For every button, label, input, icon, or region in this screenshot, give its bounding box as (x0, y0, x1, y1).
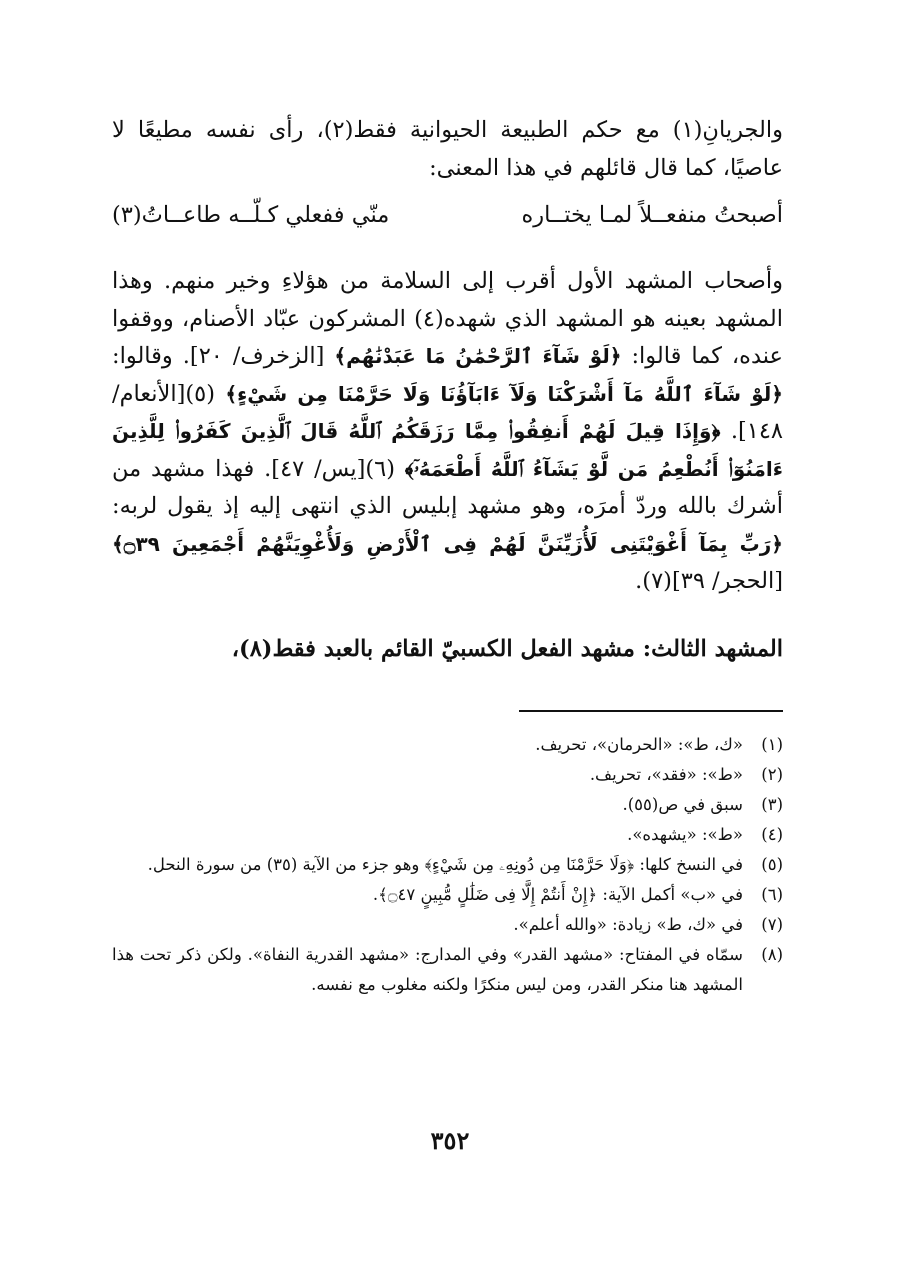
footnote-item (112, 850, 783, 880)
page (112, 112, 783, 1271)
verse-first-hemistich: أصبحتُ منفعــلاً لمـا يختــاره (521, 202, 783, 228)
footnote-number: (١) (761, 735, 783, 754)
footnote-text: في «ب» أكمل الآية: ﴿إِنْ أَنتُمْ إِلَّا فِى ضَلَٰلٍ مُّبِينٍ ۝٤٧﴾. (372, 885, 743, 904)
quran-quote-2: ﴿لَوْ شَآءَ ٱللَّهُ مَآ أَشْرَكْنَا وَلَآ ءَابَآؤُنَا وَلَا حَرَّمْنَا مِن شَيْءٍ﴾ (225, 381, 783, 406)
paragraph-2-sentence-2: وهذا المشهد بعينه هو المشهد الذي شهده(٤) المشركون عبّاد الأصنام، ووقفوا عنده، كما قالوا: (112, 268, 783, 369)
footnote-item (112, 910, 783, 940)
footnote-number: (٢) (761, 765, 783, 784)
footnote-text: في النسخ كلها: ﴿وَلَا حَرَّمْنَا مِن دُونِهِۦ مِن شَيْءٍ﴾ وهو جزء من الآية (٣٥) من سورة النحل. (147, 855, 743, 874)
quran-ref-1: [الزخرف/ ٢٠]. (182, 343, 325, 369)
section-heading: المشهد الثالث: مشهد الفعل الكسبيّ القائم بالعبد فقط(٨)، (231, 635, 783, 662)
footnote-number: (٤) (761, 825, 783, 844)
quran-quote-1: ﴿لَوْ شَآءَ ٱلرَّحْمَٰنُ مَا عَبَدْنَٰهُم﴾ (334, 344, 622, 368)
footnote-item (112, 790, 783, 820)
footnote-item (112, 940, 783, 1000)
quran-ref-4: [الحجر/ ٣٩](٧). (635, 568, 783, 594)
footnote-number: (٥) (761, 855, 783, 874)
footnote-text: سمّاه في المفتاح: «مشهد القدر» وفي المدارج: «مشهد القدرية النفاة». ولكن ذكر تحت هذا المشهد هنا منكر القدر، ومن ليس منكرًا ولكنه مغلوب مع نفسه. (112, 945, 743, 994)
poem-verse (112, 195, 783, 235)
page-number: ٣٥٢ (430, 1126, 470, 1155)
footnote-item (112, 820, 783, 850)
quran-ref-2: (٥)[الأنعام/ ١٤٨]. (112, 380, 784, 444)
paragraph-2-sentence-3: وقالوا: (112, 343, 173, 369)
footnote-text: «ط»: «يشهده». (627, 825, 743, 844)
footnote-number: (٨) (761, 945, 783, 964)
main-text (112, 112, 783, 668)
footnote-item (112, 760, 783, 790)
footnote-text: في «ك، ط» زيادة: «والله أعلم». (513, 915, 743, 934)
quran-quote-4: ﴿رَبِّ بِمَآ أَغْوَيْتَنِى لَأُزَيِّنَنَّ لَهُمْ فِى ٱلْأَرْضِ وَلَأُغْوِيَنَّهُمْ أَجْمَعِينَ ۝٣٩﴾ (112, 531, 783, 556)
paragraph-2-sentence-1: وأصحاب المشهد الأول أقرب إلى السلامة من هؤلاءِ وخير منهم. (164, 268, 783, 294)
quran-quote-3: ﴿وَإِذَا قِيلَ لَهُمْ أَنفِقُوا۟ مِمَّا رَزَقَكُمُ ٱللَّهُ قَالَ ٱلَّذِينَ كَفَرُوا۟ لِلَّذِينَ ءَامَنُوٓا۟ أَنُطْعِمُ مَن لَّوْ يَشَآءُ ٱللَّهُ أَطْعَمَهُۥٓ﴾ (112, 419, 783, 481)
paragraph-2 (112, 263, 783, 601)
footnote-text: سبق في ص(٥٥). (622, 795, 743, 814)
footnote-separator (519, 710, 783, 712)
footnote-number: (٧) (761, 915, 783, 934)
footnotes (112, 730, 783, 1000)
footnote-item (112, 880, 783, 910)
footnote-separator-holder (112, 668, 783, 730)
paragraph-1: والجريانِ(١) مع حكم الطبيعة الحيوانية فقط(٢)، رأى نفسه مطيعًا لا عاصيًا، كما قال قائلهم في هذا المعنى: (112, 117, 783, 181)
verse-second-hemistich: منّي ففعلي كـلّــه طاعــاتُ(٣) (112, 202, 390, 228)
footnote-number: (٣) (761, 795, 783, 814)
footnote-text: «ط»: «فقد»، تحريف. (589, 765, 743, 784)
paragraph-2-sentence-4: وهو مشهد إبليس الذي انتهى إليه إذ يقول لربه: (112, 493, 566, 519)
footnote-item (112, 730, 783, 760)
footnote-number: (٦) (761, 885, 783, 904)
quran-ref-3: (٦)[يس/ ٤٧]. فهذا مشهد من أشرك بالله وردّ أمرَه، (112, 455, 783, 519)
footnote-text: «ك، ط»: «الحرمان»، تحريف. (535, 735, 743, 754)
